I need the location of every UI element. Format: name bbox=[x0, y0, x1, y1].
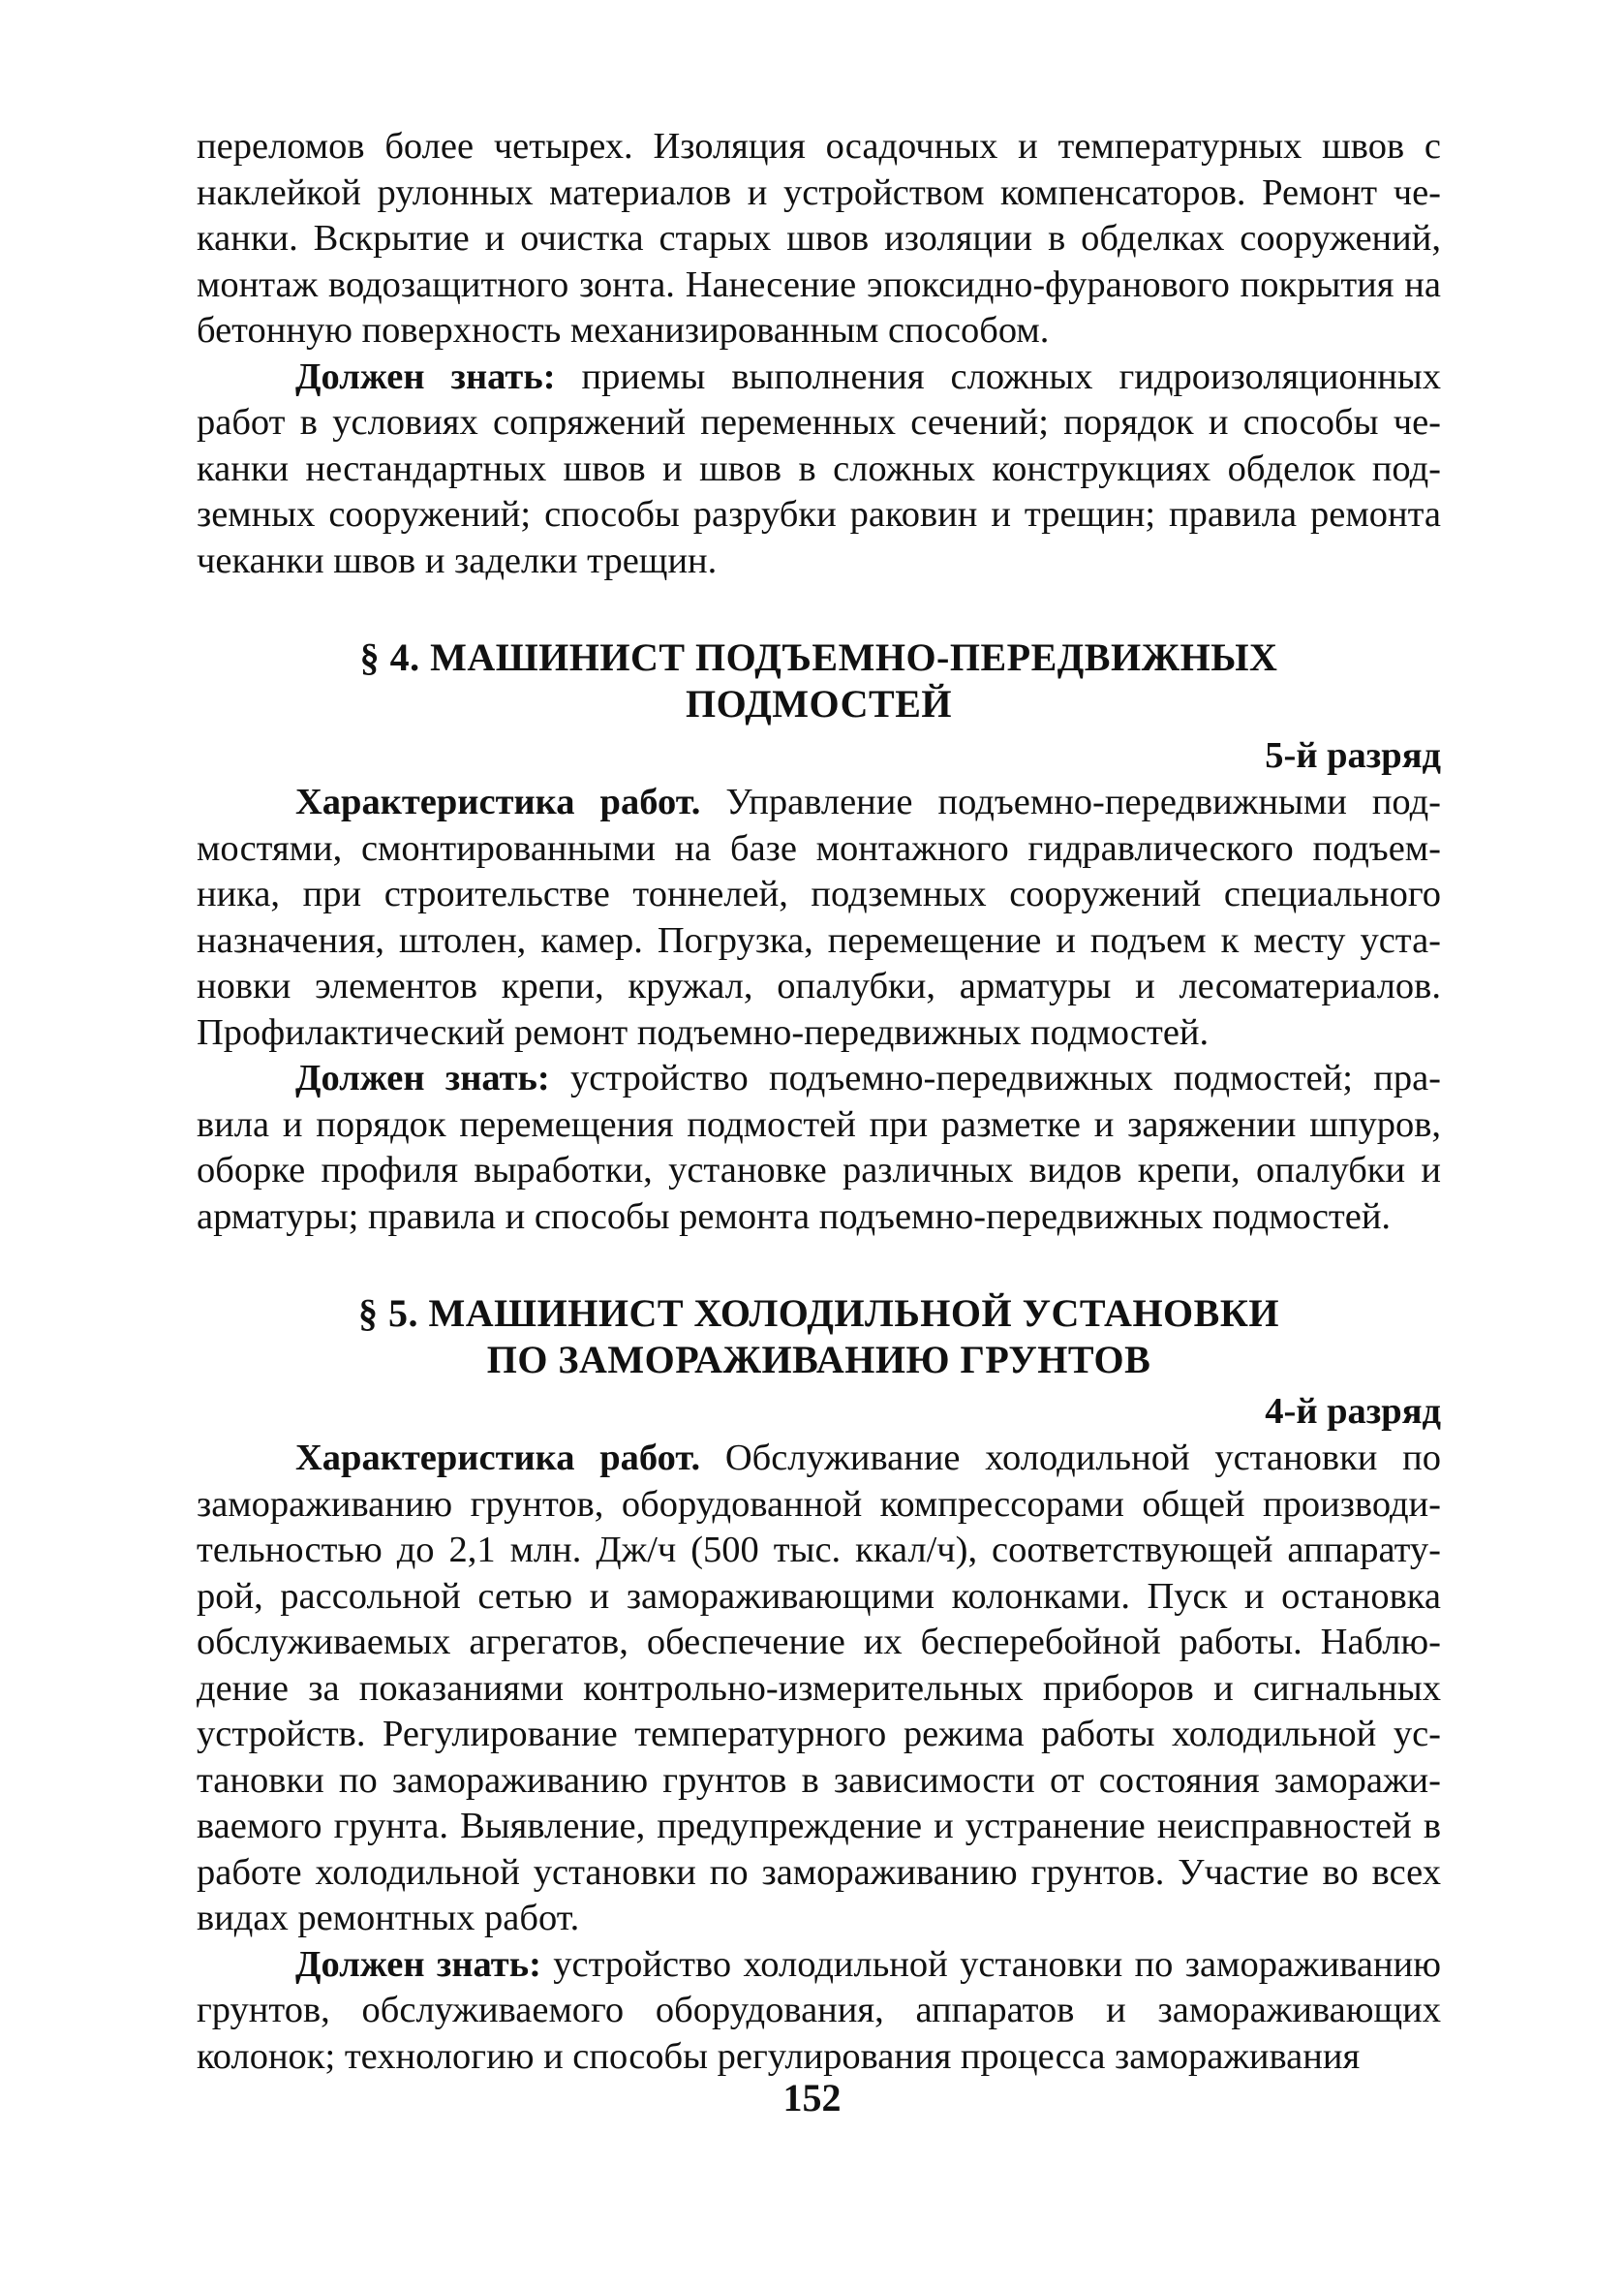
work-lead: Характеристика работ. bbox=[295, 1438, 701, 1478]
section-4-title bbox=[197, 634, 1441, 727]
work-text: Обслуживание холодильной установки по замораживанию грунтов, оборудованной компрессорами общей производительностью до 2,1 млн. Дж/ч (500 тыс. ккал/ч), соответствующей аппаратурой, рассольной сетью и замораживающими колонками. Пуск и остановка обслуживаемых агрегатов, обеспечение их бесперебойной работы. Наблюдение за показаниями контрольно-измерительных приборов и сигнальных устройств. Регулирование температурного режима работы холодильной установки по замораживанию грунтов в зависимости от состояния замораживаемого грунта. Выявление, предупреждение и устранение неисправностей в работе холодильной установки по замораживанию грунтов. Участие во всех видах ремонтных работ. bbox=[197, 1438, 1441, 1938]
knowledge-lead: Должен знать: bbox=[295, 1943, 541, 1985]
section-5-title-line-2: ПО ЗАМОРАЖИВАНИЮ ГРУНТОВ bbox=[486, 1338, 1151, 1381]
section-4-title-line-1: § 4. МАШИНИСТ ПОДЪЕМНО-ПЕРЕДВИЖНЫХ bbox=[359, 635, 1278, 679]
document-page bbox=[197, 124, 1441, 2080]
knowledge-text: приемы выполнения сложных гидроизоляционных работ в условиях сопряжений переменных сечений; порядок и способы чеканки нестандартных швов и швов в сложных конструкциях обделок подземных сооружений; способы разрубки раковин и трещин; правила ремонта чеканки швов и заделки трещин. bbox=[197, 356, 1441, 581]
knowledge-lead: Должен знать: bbox=[295, 356, 556, 397]
knowledge-lead: Должен знать: bbox=[295, 1058, 550, 1098]
section-5-grade: 4-й разряд bbox=[1265, 1391, 1441, 1432]
section-5-title-line-1: § 5. МАШИНИСТ ХОЛОДИЛЬНОЙ УСТАНОВКИ bbox=[358, 1291, 1279, 1335]
section-4-title-line-2: ПОДМОСТЕЙ bbox=[686, 682, 952, 726]
intro-text: переломов более четырех. Изоляция осадочных и температурных швов с наклейкой рулонных материалов и устройством компенсаторов. Ремонт чеканки. Вскрытие и очистка старых швов изоляции в обделках сооружений, монтаж водозащитного зонта. Нанесение эпоксидно-фуранового покрытия на бетонную поверхность механизированным способом. bbox=[197, 126, 1441, 351]
work-lead: Характеристика работ. bbox=[295, 782, 701, 822]
section-4-work-paragraph bbox=[197, 780, 1441, 1056]
knowledge-text: устройство подъемно-передвижных подмостей; правила и порядок перемещения подмостей при разметке и заряжении шпуров, оборке профиля выработки, установке различных видов крепи, опалубки и арматуры; правила и способы ремонта подъемно-передвижных подмостей. bbox=[197, 1058, 1441, 1237]
work-text: Управление подъемно-передвижными подмостями, смонтированными на базе монтажного гидравлического подъемника, при строительстве тоннелей, подземных сооружений специального назначения, штолен, камер. Погрузка, перемещение и подъем к месту установки элементов крепи, кружал, опалубки, арматуры и лесоматериалов. Профилактический ремонт подъемно-передвижных подмостей. bbox=[197, 782, 1441, 1053]
section-5-title bbox=[197, 1290, 1441, 1383]
section-4-grade: 5-й разряд bbox=[1265, 735, 1441, 776]
page-number: 152 bbox=[782, 2076, 842, 2119]
section-5-knowledge-paragraph bbox=[197, 1942, 1441, 2081]
intro-paragraph bbox=[197, 124, 1441, 355]
intro-knowledge-paragraph bbox=[197, 355, 1441, 585]
section-5-work-paragraph bbox=[197, 1436, 1441, 1942]
section-4-knowledge-paragraph bbox=[197, 1056, 1441, 1240]
knowledge-text: устройство холодильной установки по замораживанию грунтов, обслуживаемого оборудования, аппаратов и замораживающих колонок; технологию и способы регулирования процесса замораживания bbox=[197, 1943, 1441, 2077]
